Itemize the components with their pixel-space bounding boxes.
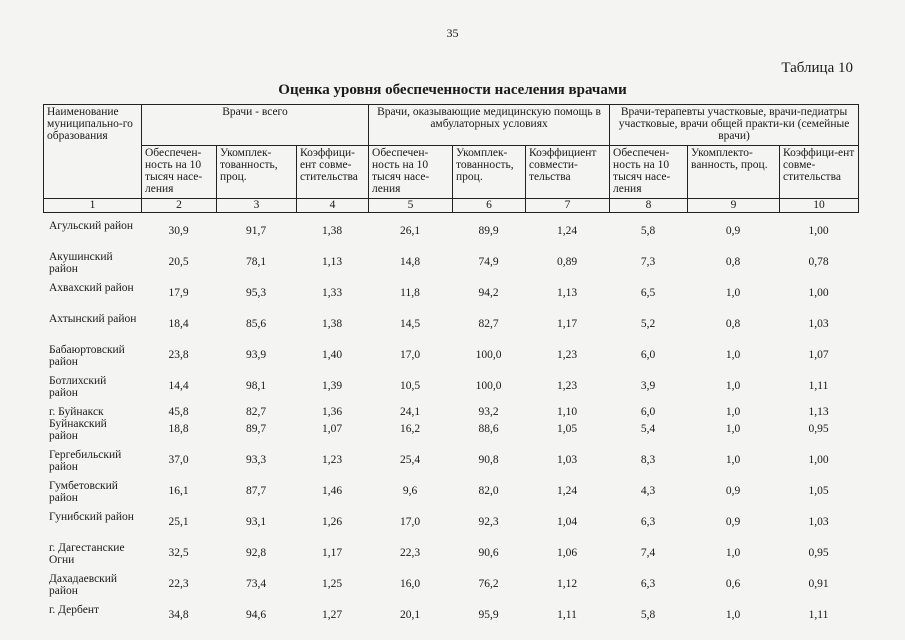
table-cell: 1,00 — [808, 454, 829, 466]
table-cell: 4,3 — [640, 485, 656, 497]
table-cell: 11,8 — [400, 287, 420, 299]
table-row — [43, 604, 858, 635]
table-cell: 1,39 — [321, 380, 343, 392]
municipality-name: г. Буйнакск — [49, 406, 104, 418]
table-cell: 6,3 — [640, 516, 656, 528]
municipality-name: Буйнакский район — [49, 418, 107, 442]
document-title: Оценка уровня обеспеченности населения врачами — [278, 82, 627, 98]
table-cell: 1,0 — [725, 423, 741, 435]
table-cell: 7,3 — [640, 256, 656, 268]
table-cell: 1,0 — [725, 454, 741, 466]
header-sub: Коэффици-ент совме-стительства — [297, 146, 369, 199]
header-sub: Обеспечен-ность на 10 тысяч насе-ления — [610, 146, 688, 199]
table-cell: 0,9 — [725, 225, 741, 237]
table-cell: 6,0 — [640, 349, 656, 361]
table-cell: 1,11 — [808, 609, 829, 621]
table-cell: 1,23 — [556, 380, 578, 392]
table-cell: 16,0 — [399, 578, 421, 590]
table-cell: 87,7 — [245, 485, 267, 497]
municipality-name: Бабаюртовский район — [49, 344, 125, 368]
table-cell: 88,6 — [478, 423, 499, 435]
table-cell: 1,00 — [808, 225, 829, 237]
table-cell: 16,2 — [399, 423, 421, 435]
table-cell: 0,95 — [808, 423, 829, 435]
column-number: 3 — [217, 199, 297, 213]
table-cell: 0,95 — [808, 547, 829, 559]
table-cell: 1,17 — [321, 547, 343, 559]
table-cell: 1,11 — [808, 380, 829, 392]
table-cell: 1,11 — [557, 609, 577, 621]
table-cell: 94,6 — [245, 609, 267, 621]
table-cell: 1,07 — [808, 349, 829, 361]
table-cell: 1,13 — [556, 287, 578, 299]
table-cell: 34,8 — [168, 609, 189, 621]
table-cell: 6,5 — [640, 287, 656, 299]
municipality-name: Гунибский район — [49, 511, 134, 523]
table-cell: 26,1 — [399, 225, 421, 237]
table-cell: 1,03 — [556, 454, 578, 466]
table-cell: 6,3 — [640, 578, 656, 590]
table-cell: 25,1 — [168, 516, 189, 528]
header-sub: Коэффициент совмести-тельства — [526, 146, 610, 199]
table-cell: 17,9 — [168, 287, 189, 299]
table-cell: 93,3 — [245, 454, 267, 466]
table-cell: 1,04 — [556, 516, 578, 528]
table-cell: 82,7 — [245, 406, 267, 418]
municipality-name: Гергебильский район — [49, 449, 122, 473]
table-cell: 1,0 — [725, 380, 741, 392]
municipality-name: Ахвахский район — [49, 282, 134, 294]
table-cell: 1,13 — [321, 256, 343, 268]
municipality-name: Акушинский район — [49, 251, 113, 275]
table-cell: 73,4 — [245, 578, 267, 590]
table-cell: 14,4 — [168, 380, 189, 392]
table-cell: 10,5 — [399, 380, 421, 392]
header-sub: Укомплек-тованность, проц. — [453, 146, 526, 199]
municipality-name: Ботлихский район — [49, 375, 107, 399]
table-row — [43, 449, 858, 480]
table-cell: 32,5 — [168, 547, 189, 559]
table-cell: 22,3 — [168, 578, 189, 590]
table-cell: 1,13 — [808, 406, 829, 418]
table-cell: 20,5 — [168, 256, 189, 268]
table-cell: 95,9 — [478, 609, 499, 621]
table-cell: 93,1 — [245, 516, 267, 528]
table-row — [43, 375, 858, 406]
table-cell: 91,7 — [245, 225, 267, 237]
header-sub: Укомплек-тованность, проц. — [217, 146, 297, 199]
table-cell: 1,03 — [808, 318, 829, 330]
table-row — [43, 313, 858, 344]
table-cell: 1,0 — [725, 349, 741, 361]
table-cell: 1,0 — [725, 547, 741, 559]
column-number: 8 — [610, 199, 688, 213]
table-cell: 18,8 — [168, 423, 189, 435]
table-cell: 90,8 — [478, 454, 499, 466]
column-number: 6 — [453, 199, 526, 213]
table-cell: 98,1 — [245, 380, 267, 392]
table-cell: 1,23 — [321, 454, 343, 466]
table-row — [43, 418, 858, 449]
table-cell: 1,24 — [556, 225, 578, 237]
table-cell: 1,0 — [725, 287, 741, 299]
table-cell: 16,1 — [168, 485, 189, 497]
table-cell: 0,8 — [725, 318, 741, 330]
table-cell: 94,2 — [478, 287, 499, 299]
table-cell: 1,17 — [556, 318, 578, 330]
municipality-name: Ахтынский район — [49, 313, 137, 325]
table-cell: 0,9 — [725, 516, 741, 528]
header-group-district-doctors: Врачи-терапевты участковые, врачи-педиатры участковые, врачи общей практи-ки (семейные врачи) — [610, 105, 859, 146]
table-cell: 1,07 — [321, 423, 343, 435]
table-row — [43, 282, 858, 313]
table-cell: 18,4 — [168, 318, 189, 330]
table-row — [43, 542, 858, 573]
table-cell: 30,9 — [168, 225, 189, 237]
table-cell: 0,78 — [808, 256, 829, 268]
header-group-outpatient: Врачи, оказывающие медицинскую помощь в амбулаторных условиях — [369, 105, 610, 146]
table-cell: 82,7 — [478, 318, 499, 330]
table-cell: 0,9 — [725, 485, 741, 497]
column-number: 2 — [142, 199, 217, 213]
table-cell: 3,9 — [640, 380, 656, 392]
table-cell: 0,91 — [808, 578, 829, 590]
table-cell: 8,3 — [640, 454, 656, 466]
table-cell: 1,36 — [321, 406, 343, 418]
table-cell: 1,25 — [321, 578, 343, 590]
table-cell: 1,10 — [556, 406, 578, 418]
table-cell: 14,5 — [399, 318, 421, 330]
column-number: 9 — [688, 199, 780, 213]
table-cell: 1,05 — [808, 485, 829, 497]
table-cell: 9,6 — [402, 485, 418, 497]
table-cell: 82,0 — [478, 485, 499, 497]
table-row — [43, 480, 858, 511]
table-label: Таблица 10 — [781, 60, 853, 76]
municipality-name: Агульский район — [49, 220, 134, 232]
table-cell: 5,4 — [640, 423, 656, 435]
table-cell: 1,27 — [321, 609, 343, 621]
table-cell: 1,26 — [321, 516, 343, 528]
table-cell: 1,0 — [725, 406, 741, 418]
table-cell: 100,0 — [475, 349, 502, 361]
column-number: 1 — [44, 199, 142, 213]
table-cell: 5,2 — [640, 318, 656, 330]
table-cell: 1,06 — [556, 547, 578, 559]
table-cell: 5,8 — [640, 609, 656, 621]
page-number: 35 — [446, 26, 459, 40]
column-number: 4 — [297, 199, 369, 213]
table-cell: 7,4 — [640, 547, 656, 559]
municipality-name: г. Дербент — [49, 604, 99, 616]
table-cell: 1,38 — [321, 225, 343, 237]
column-number: 5 — [369, 199, 453, 213]
table-cell: 23,8 — [168, 349, 189, 361]
table-cell: 89,7 — [245, 423, 267, 435]
table-cell: 0,8 — [725, 256, 741, 268]
table-cell: 5,8 — [640, 225, 656, 237]
table-cell: 100,0 — [475, 380, 502, 392]
column-number: 7 — [526, 199, 610, 213]
municipality-name: г. Дагестанские Огни — [49, 542, 125, 566]
table-row — [43, 573, 858, 604]
table-row — [43, 251, 858, 282]
header-sub: Укомплекто-ванность, проц. — [688, 146, 780, 199]
municipality-name: Гумбетовский район — [49, 480, 118, 504]
municipality-name: Дахадаевский район — [49, 573, 118, 597]
table-cell: 1,24 — [556, 485, 578, 497]
table-cell: 93,9 — [245, 349, 267, 361]
table-cell: 1,40 — [321, 349, 343, 361]
table-cell: 37,0 — [168, 454, 189, 466]
header-sub: Обеспечен-ность на 10 тысяч насе-ления — [142, 146, 217, 199]
table-cell: 6,0 — [640, 406, 656, 418]
table-row — [43, 406, 858, 418]
header-group-doctors-total: Врачи - всего — [142, 105, 369, 146]
table-cell: 20,1 — [399, 609, 421, 621]
table-cell: 93,2 — [478, 406, 499, 418]
table-row — [43, 511, 858, 542]
header-sub: Коэффици-ент совме-стительства — [780, 146, 859, 199]
table-cell: 92,8 — [245, 547, 267, 559]
table-cell: 1,00 — [808, 287, 829, 299]
table-cell: 1,23 — [556, 349, 578, 361]
table-cell: 1,12 — [556, 578, 578, 590]
table-cell: 25,4 — [399, 454, 421, 466]
table-row — [43, 344, 858, 375]
data-table — [43, 220, 858, 635]
table-cell: 1,33 — [321, 287, 343, 299]
table-cell: 17,0 — [399, 349, 421, 361]
table-cell: 1,03 — [808, 516, 829, 528]
table-cell: 89,9 — [478, 225, 499, 237]
header-sub: Обеспечен-ность на 10 тысяч насе-ления — [369, 146, 453, 199]
table-cell: 92,3 — [478, 516, 499, 528]
column-number: 10 — [780, 199, 859, 213]
header-municipality: Наименование муниципально-го образования — [44, 105, 142, 199]
table-cell: 1,05 — [556, 423, 578, 435]
table-cell: 0,6 — [725, 578, 741, 590]
table-row — [43, 220, 858, 251]
table-cell: 74,9 — [478, 256, 499, 268]
table-header — [43, 104, 859, 213]
table-cell: 14,8 — [399, 256, 421, 268]
table-cell: 95,3 — [245, 287, 267, 299]
table-cell: 1,38 — [321, 318, 343, 330]
table-cell: 90,6 — [478, 547, 499, 559]
table-cell: 76,2 — [478, 578, 499, 590]
table-cell: 17,0 — [399, 516, 421, 528]
table-cell: 22,3 — [399, 547, 421, 559]
table-cell: 24,1 — [399, 406, 421, 418]
table-cell: 78,1 — [245, 256, 267, 268]
table-cell: 1,0 — [725, 609, 741, 621]
table-cell: 0,89 — [556, 256, 578, 268]
table-cell: 1,46 — [321, 485, 343, 497]
table-cell: 45,8 — [168, 406, 189, 418]
table-cell: 85,6 — [245, 318, 267, 330]
